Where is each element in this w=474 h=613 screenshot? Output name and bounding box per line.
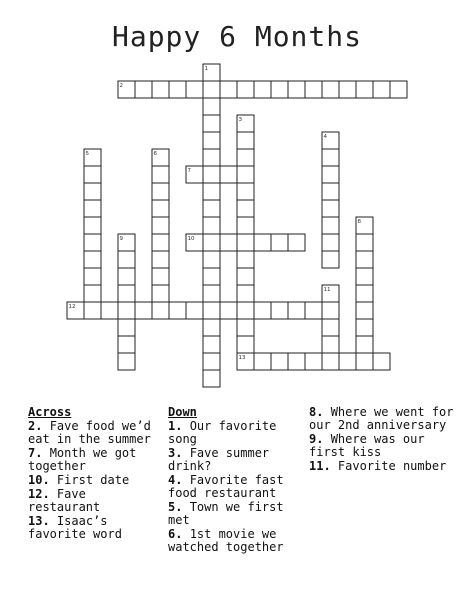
grid-cell[interactable] [203, 200, 220, 217]
grid-cell[interactable] [237, 268, 254, 285]
clue-item: 13. Isaac’s favorite word [28, 514, 122, 541]
grid-cell[interactable] [152, 217, 169, 234]
clue-number-label: 4 [323, 134, 327, 140]
grid-cell[interactable] [220, 81, 237, 98]
grid-cell[interactable] [203, 353, 220, 370]
grid-cell[interactable] [288, 302, 305, 319]
grid-cell[interactable] [152, 268, 169, 285]
grid-cell[interactable] [237, 336, 254, 353]
grid-cell[interactable] [203, 98, 220, 115]
clue-item: 9. Where was our first kiss [309, 432, 425, 459]
grid-cell[interactable] [203, 285, 220, 302]
grid-cell[interactable] [356, 81, 373, 98]
grid-cell[interactable] [322, 183, 339, 200]
grid-cell[interactable] [152, 302, 169, 319]
grid-cell[interactable] [203, 268, 220, 285]
grid-cell[interactable] [118, 285, 135, 302]
clue-item: 6. 1st movie we watched together [168, 527, 284, 554]
clue-item: 3. Fave summer drink? [168, 446, 270, 473]
grid-cell[interactable] [254, 81, 271, 98]
grid-cell[interactable] [288, 81, 305, 98]
clue-item: 2. Fave food we’d eat in the summer [28, 419, 151, 446]
grid-cell[interactable] [356, 251, 373, 268]
clue-item: 4. Favorite fast food restaurant [168, 473, 284, 500]
grid-cell[interactable] [84, 183, 101, 200]
grid-cell[interactable] [237, 200, 254, 217]
grid-cell[interactable] [356, 234, 373, 251]
clue-item: 10. First date [28, 473, 130, 487]
grid-cell[interactable] [169, 302, 186, 319]
grid-cell[interactable] [118, 319, 135, 336]
grid-cell[interactable] [237, 81, 254, 98]
clue-item: 12. Fave restaurant [28, 487, 101, 514]
grid-cell[interactable] [135, 81, 152, 98]
grid-cell[interactable] [203, 115, 220, 132]
grid-cell[interactable] [288, 353, 305, 370]
grid-cell[interactable] [271, 81, 288, 98]
grid-cell[interactable] [254, 234, 271, 251]
grid-cell[interactable] [186, 302, 203, 319]
clue-number-label: 5 [85, 151, 89, 157]
grid-cell[interactable] [322, 319, 339, 336]
grid-cell[interactable] [203, 370, 220, 387]
grid-cell[interactable] [135, 302, 152, 319]
clue-number-label: 7 [187, 168, 191, 174]
clue-number-label: 6 [153, 151, 157, 157]
grid-cell[interactable] [203, 302, 220, 319]
clue-item: 11. Favorite number [309, 459, 447, 473]
grid-cell[interactable] [305, 302, 322, 319]
clue-number-label: 13 [238, 355, 246, 361]
grid-cell[interactable] [203, 217, 220, 234]
clues-column-across [28, 406, 158, 542]
grid-cell[interactable] [220, 166, 237, 183]
grid-cell[interactable] [118, 268, 135, 285]
puzzle-title: Happy 6 Months [111, 20, 362, 53]
grid-cell[interactable] [152, 81, 169, 98]
grid-cell[interactable] [271, 302, 288, 319]
grid-cell[interactable] [84, 251, 101, 268]
clue-item: 5. Town we first met [168, 500, 284, 527]
grid-cell[interactable] [322, 217, 339, 234]
grid-cell[interactable] [237, 217, 254, 234]
grid-cell[interactable] [322, 353, 339, 370]
grid-cell[interactable] [118, 251, 135, 268]
grid-cell[interactable] [322, 336, 339, 353]
grid-cell[interactable] [254, 353, 271, 370]
grid-cell[interactable] [118, 336, 135, 353]
clue-number-label: 1 [204, 66, 208, 72]
grid-cell[interactable] [203, 234, 220, 251]
clue-item: 8. Where we went for our 2nd anniversary [309, 405, 454, 432]
clue-item: 7. Month we got together [28, 446, 137, 473]
grid-cell[interactable] [152, 285, 169, 302]
grid-cell[interactable] [84, 166, 101, 183]
clue-item: 1. Our favorite song [168, 419, 277, 446]
grid-cell[interactable] [152, 200, 169, 217]
grid-cell[interactable] [101, 302, 118, 319]
clues-column-down-continued [309, 406, 454, 474]
grid-cell[interactable] [356, 319, 373, 336]
grid-cell[interactable] [356, 353, 373, 370]
grid-cell[interactable] [118, 302, 135, 319]
grid-cell[interactable] [84, 200, 101, 217]
grid-cell[interactable] [237, 319, 254, 336]
grid-cell[interactable] [305, 81, 322, 98]
grid-cell[interactable] [322, 81, 339, 98]
grid-cell[interactable] [237, 183, 254, 200]
grid-cell[interactable] [237, 251, 254, 268]
grid-cell[interactable] [356, 336, 373, 353]
grid-cell[interactable] [322, 166, 339, 183]
across-heading: Across [28, 405, 72, 419]
grid-cell[interactable] [84, 217, 101, 234]
grid-cell[interactable] [339, 81, 356, 98]
grid-cell[interactable] [237, 234, 254, 251]
grid-cell[interactable] [356, 268, 373, 285]
grid-cell[interactable] [203, 81, 220, 98]
grid-cell[interactable] [373, 81, 390, 98]
grid-cell[interactable] [237, 285, 254, 302]
grid-cell[interactable] [169, 81, 186, 98]
grid-cell[interactable] [237, 166, 254, 183]
grid-cell[interactable] [84, 234, 101, 251]
grid-cell[interactable] [254, 302, 271, 319]
grid-cell[interactable] [203, 183, 220, 200]
grid-cell[interactable] [186, 81, 203, 98]
grid-cell[interactable] [84, 268, 101, 285]
clue-number-label: 2 [119, 83, 123, 89]
grid-cell[interactable] [322, 251, 339, 268]
down-heading: Down [168, 405, 197, 419]
grid-cell[interactable] [288, 234, 305, 251]
grid-cell[interactable] [322, 149, 339, 166]
grid-cell[interactable] [322, 302, 339, 319]
grid-cell[interactable] [390, 81, 407, 98]
grid-cell[interactable] [203, 166, 220, 183]
grid-cell[interactable] [152, 234, 169, 251]
grid-cell[interactable] [203, 251, 220, 268]
clue-number-label: 9 [119, 236, 123, 242]
grid-cell[interactable] [237, 132, 254, 149]
grid-cell[interactable] [322, 200, 339, 217]
grid-cell[interactable] [220, 302, 237, 319]
grid-cell[interactable] [152, 251, 169, 268]
grid-cell[interactable] [203, 336, 220, 353]
grid-cell[interactable] [203, 132, 220, 149]
grid-cell[interactable] [322, 234, 339, 251]
grid-cell[interactable] [203, 149, 220, 166]
grid-cell[interactable] [271, 353, 288, 370]
clue-number-label: 10 [187, 236, 195, 242]
grid-cell[interactable] [220, 234, 237, 251]
clue-number-label: 12 [68, 304, 76, 310]
grid-cell[interactable] [356, 302, 373, 319]
clue-number-label: 11 [323, 287, 331, 293]
grid-cell[interactable] [84, 302, 101, 319]
grid-cell[interactable] [237, 302, 254, 319]
grid-cell[interactable] [152, 166, 169, 183]
grid-cell[interactable] [84, 285, 101, 302]
grid-cell[interactable] [305, 353, 322, 370]
grid-cell[interactable] [271, 234, 288, 251]
grid-cell[interactable] [339, 353, 356, 370]
grid-cell[interactable] [118, 353, 135, 370]
grid-cell[interactable] [237, 149, 254, 166]
clue-number-label: 8 [357, 219, 361, 225]
grid-cell[interactable] [356, 285, 373, 302]
grid-cell[interactable] [373, 353, 390, 370]
clue-number-label: 3 [238, 117, 242, 123]
clues-column-down [168, 406, 303, 555]
grid-cell[interactable] [203, 319, 220, 336]
grid-cell[interactable] [152, 183, 169, 200]
